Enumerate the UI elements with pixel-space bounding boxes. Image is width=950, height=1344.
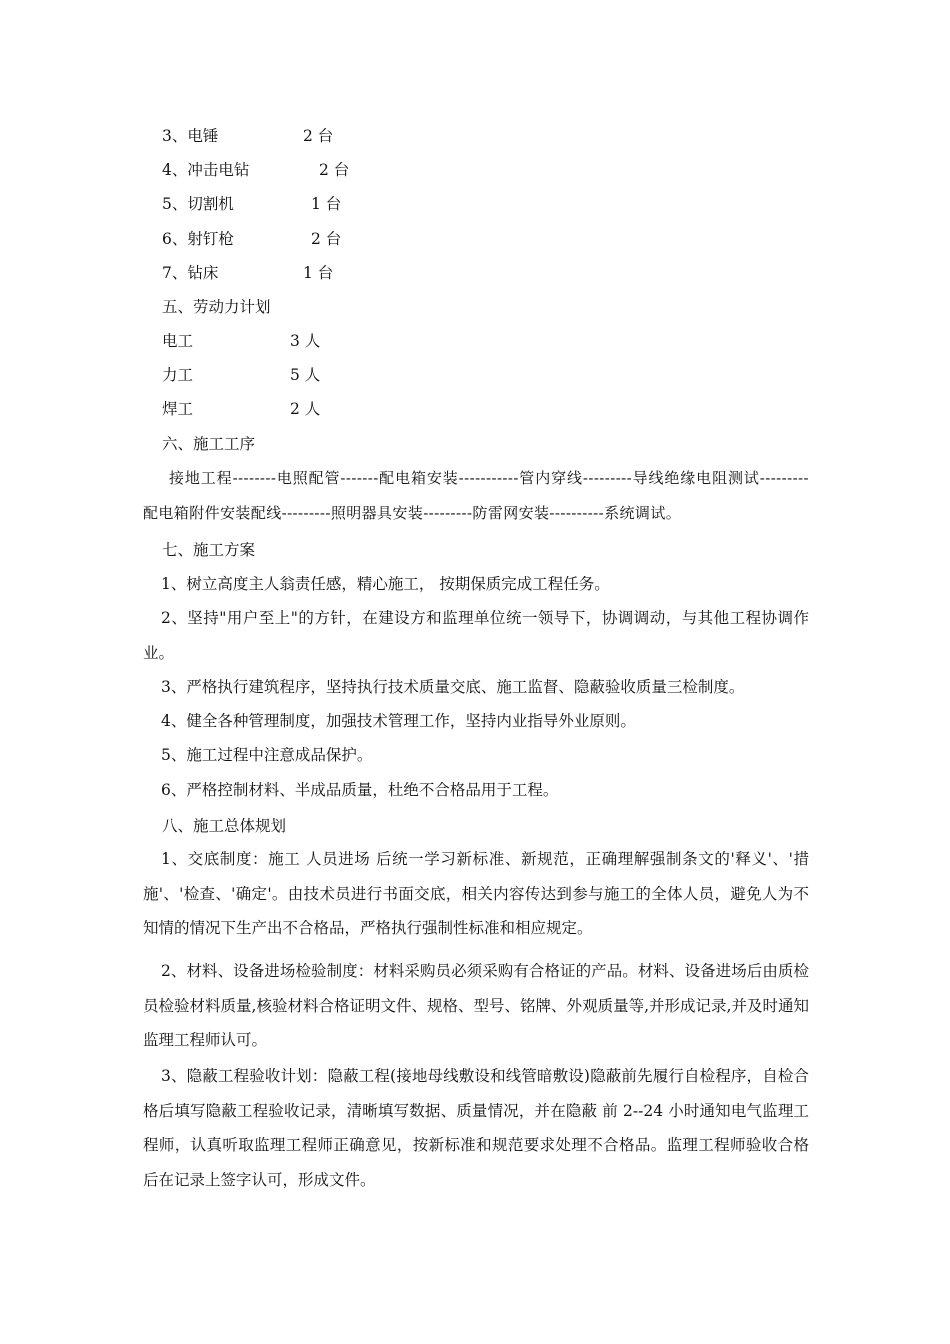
plan-item: 1、树立高度主人翁责任感，精心施工， 按期保质完成工程任务。 [161, 575, 610, 593]
section-heading-plan: 七、施工方案 [162, 541, 256, 559]
plan-item: 6、严格控制材料、半成品质量，杜绝不合格品用于工程。 [161, 781, 559, 799]
tool-item-label: 7、钻床 [162, 264, 219, 282]
labor-count: 3 人 [290, 332, 321, 350]
tool-item-label: 3、电锤 [162, 127, 219, 145]
overall-item: 3、隐蔽工程验收计划：隐蔽工程(接地母线敷设和线管暗敷设)隐蔽前先履行自检程序，自检合格后填写隐蔽工程验收记录，清晰填写数据、质量情况，并在隐蔽 前 2--24 小时通知电气监理工程师，认真听取监理工程师正确意见，按新标准和规范要求处理不合格品。监理工程师验收合格后在记录上签字认可，形成文件。 [143, 1067, 809, 1189]
plan-item: 4、健全各种管理制度，加强技术管理工作，坚持内业指导外业原则。 [161, 712, 636, 730]
overall-item: 1、交底制度：施工 人员进场 后统一学习新标准、新规范，正确理解强制条文的'释义'、'措施'、'检查、'确定'。由技术员进行书面交底，相关内容传达到参与施工的全体人员，避免人为不知情的情况下生产出不合格品，严格执行强制性标准和相应规定。 [143, 850, 809, 937]
labor-count: 5 人 [290, 366, 321, 384]
section-heading-overall: 八、施工总体规划 [162, 817, 287, 835]
plan-item: 3、严格执行建筑程序，坚持执行技术质量交底、施工监督、隐蔽验收质量三检制度。 [161, 678, 745, 696]
plan-item: 2、坚持"用户至上"的方针，在建设方和监理单位统一领导下，协调调动，与其他工程协调作业。 [143, 609, 809, 662]
labor-role: 力工 [162, 366, 194, 384]
tool-item-label: 6、射钉枪 [162, 230, 234, 248]
tool-item-qty: 1 台 [311, 195, 342, 213]
tool-item-label: 4、冲击电钻 [162, 161, 250, 179]
procedure-text: 接地工程--------电照配管-------配电箱安装-----------管内穿线---------导线绝缘电阻测试---------配电箱附件安装配线---------照明器具安装---------防雷网安装----------系统调试。 [143, 469, 809, 522]
tool-item-label: 5、切割机 [162, 195, 234, 213]
tool-item-qty: 2 台 [311, 230, 342, 248]
plan-item: 5、施工过程中注意成品保护。 [161, 746, 373, 764]
labor-role: 焊工 [162, 400, 194, 418]
section-heading-labor: 五、劳动力计划 [162, 298, 271, 316]
tool-item-qty: 2 台 [303, 127, 334, 145]
tool-item-qty: 1 台 [303, 264, 334, 282]
tool-item-qty: 2 台 [319, 161, 350, 179]
section-heading-procedure: 六、施工工序 [162, 435, 256, 453]
labor-count: 2 人 [290, 400, 321, 418]
labor-role: 电工 [162, 332, 194, 350]
overall-item: 2、材料、设备进场检验制度：材料采购员必须采购有合格证的产品。材料、设备进场后由质检员检验材料质量,核验材料合格证明文件、规格、型号、铭牌、外观质量等,并形成记录,并及时通知监理工程师认可。 [143, 962, 809, 1049]
